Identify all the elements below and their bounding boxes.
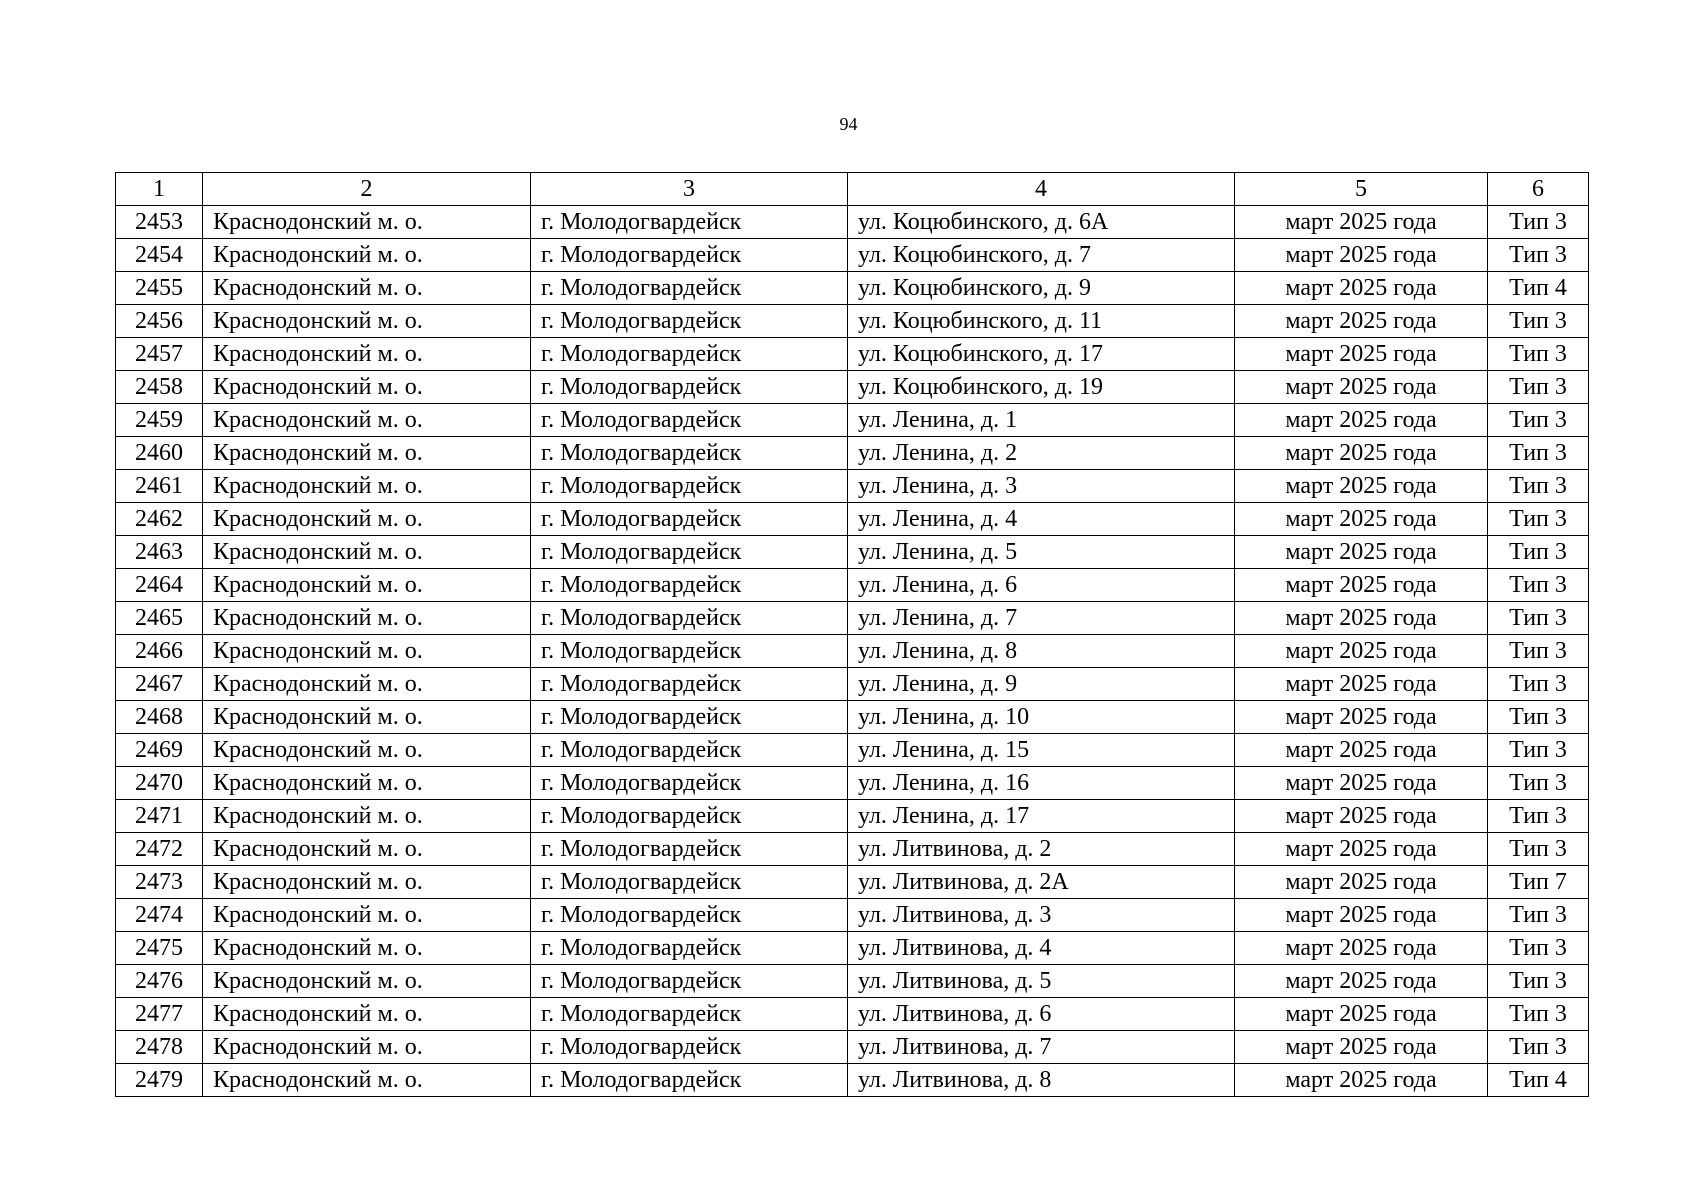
address-cell: ул. Литвинова, д. 6 [848, 998, 1235, 1031]
type-cell: Тип 3 [1488, 998, 1589, 1031]
district-cell: Краснодонский м. о. [203, 437, 531, 470]
row-number-cell: 2454 [116, 239, 203, 272]
district-cell: Краснодонский м. о. [203, 701, 531, 734]
row-number-cell: 2459 [116, 404, 203, 437]
city-cell: г. Молодогвардейск [531, 734, 848, 767]
address-cell: ул. Ленина, д. 3 [848, 470, 1235, 503]
type-cell: Тип 3 [1488, 239, 1589, 272]
date-cell: март 2025 года [1235, 470, 1488, 503]
address-cell: ул. Ленина, д. 7 [848, 602, 1235, 635]
header-col-3: 3 [531, 173, 848, 206]
address-cell: ул. Ленина, д. 6 [848, 569, 1235, 602]
district-cell: Краснодонский м. о. [203, 305, 531, 338]
row-number-cell: 2453 [116, 206, 203, 239]
housing-register-table [115, 172, 1589, 1097]
city-cell: г. Молодогвардейск [531, 701, 848, 734]
row-number-cell: 2460 [116, 437, 203, 470]
table-row [116, 305, 1589, 338]
type-cell: Тип 3 [1488, 701, 1589, 734]
city-cell: г. Молодогвардейск [531, 668, 848, 701]
table-row [116, 899, 1589, 932]
type-cell: Тип 3 [1488, 206, 1589, 239]
table-row [116, 536, 1589, 569]
city-cell: г. Молодогвардейск [531, 305, 848, 338]
type-cell: Тип 3 [1488, 668, 1589, 701]
district-cell: Краснодонский м. о. [203, 866, 531, 899]
table-row [116, 833, 1589, 866]
address-cell: ул. Коцюбинского, д. 19 [848, 371, 1235, 404]
table-row [116, 503, 1589, 536]
district-cell: Краснодонский м. о. [203, 998, 531, 1031]
city-cell: г. Молодогвардейск [531, 899, 848, 932]
row-number-cell: 2455 [116, 272, 203, 305]
date-cell: март 2025 года [1235, 1031, 1488, 1064]
table-row [116, 470, 1589, 503]
district-cell: Краснодонский м. о. [203, 239, 531, 272]
date-cell: март 2025 года [1235, 503, 1488, 536]
district-cell: Краснодонский м. о. [203, 899, 531, 932]
row-number-cell: 2476 [116, 965, 203, 998]
row-number-cell: 2458 [116, 371, 203, 404]
date-cell: март 2025 года [1235, 404, 1488, 437]
address-cell: ул. Литвинова, д. 2А [848, 866, 1235, 899]
city-cell: г. Молодогвардейск [531, 1064, 848, 1097]
city-cell: г. Молодогвардейск [531, 932, 848, 965]
date-cell: март 2025 года [1235, 569, 1488, 602]
row-number-cell: 2464 [116, 569, 203, 602]
table-row [116, 635, 1589, 668]
date-cell: март 2025 года [1235, 536, 1488, 569]
district-cell: Краснодонский м. о. [203, 1064, 531, 1097]
date-cell: март 2025 года [1235, 965, 1488, 998]
district-cell: Краснодонский м. о. [203, 272, 531, 305]
address-cell: ул. Ленина, д. 10 [848, 701, 1235, 734]
table-row [116, 239, 1589, 272]
row-number-cell: 2477 [116, 998, 203, 1031]
type-cell: Тип 3 [1488, 965, 1589, 998]
date-cell: март 2025 года [1235, 866, 1488, 899]
type-cell: Тип 3 [1488, 569, 1589, 602]
address-cell: ул. Литвинова, д. 7 [848, 1031, 1235, 1064]
row-number-cell: 2474 [116, 899, 203, 932]
table-row [116, 932, 1589, 965]
district-cell: Краснодонский м. о. [203, 602, 531, 635]
address-cell: ул. Ленина, д. 5 [848, 536, 1235, 569]
row-number-cell: 2465 [116, 602, 203, 635]
address-cell: ул. Литвинова, д. 3 [848, 899, 1235, 932]
date-cell: март 2025 года [1235, 932, 1488, 965]
table-row [116, 998, 1589, 1031]
row-number-cell: 2457 [116, 338, 203, 371]
table-row [116, 767, 1589, 800]
type-cell: Тип 3 [1488, 932, 1589, 965]
city-cell: г. Молодогвардейск [531, 569, 848, 602]
type-cell: Тип 3 [1488, 734, 1589, 767]
table-row [116, 371, 1589, 404]
table-row [116, 866, 1589, 899]
table-row [116, 272, 1589, 305]
table-row [116, 206, 1589, 239]
table-row [116, 1031, 1589, 1064]
date-cell: март 2025 года [1235, 371, 1488, 404]
type-cell: Тип 3 [1488, 833, 1589, 866]
address-cell: ул. Ленина, д. 2 [848, 437, 1235, 470]
date-cell: март 2025 года [1235, 305, 1488, 338]
city-cell: г. Молодогвардейск [531, 272, 848, 305]
type-cell: Тип 3 [1488, 635, 1589, 668]
district-cell: Краснодонский м. о. [203, 734, 531, 767]
table-row [116, 569, 1589, 602]
date-cell: март 2025 года [1235, 206, 1488, 239]
row-number-cell: 2471 [116, 800, 203, 833]
district-cell: Краснодонский м. о. [203, 503, 531, 536]
city-cell: г. Молодогвардейск [531, 767, 848, 800]
city-cell: г. Молодогвардейск [531, 371, 848, 404]
address-cell: ул. Ленина, д. 1 [848, 404, 1235, 437]
city-cell: г. Молодогвардейск [531, 800, 848, 833]
address-cell: ул. Литвинова, д. 5 [848, 965, 1235, 998]
date-cell: март 2025 года [1235, 899, 1488, 932]
address-cell: ул. Литвинова, д. 4 [848, 932, 1235, 965]
table-row [116, 965, 1589, 998]
date-cell: март 2025 года [1235, 734, 1488, 767]
row-number-cell: 2475 [116, 932, 203, 965]
city-cell: г. Молодогвардейск [531, 470, 848, 503]
date-cell: март 2025 года [1235, 239, 1488, 272]
type-cell: Тип 7 [1488, 866, 1589, 899]
row-number-cell: 2462 [116, 503, 203, 536]
district-cell: Краснодонский м. о. [203, 569, 531, 602]
district-cell: Краснодонский м. о. [203, 932, 531, 965]
address-cell: ул. Ленина, д. 4 [848, 503, 1235, 536]
city-cell: г. Молодогвардейск [531, 437, 848, 470]
type-cell: Тип 3 [1488, 437, 1589, 470]
district-cell: Краснодонский м. о. [203, 371, 531, 404]
row-number-cell: 2478 [116, 1031, 203, 1064]
district-cell: Краснодонский м. о. [203, 404, 531, 437]
date-cell: март 2025 года [1235, 701, 1488, 734]
type-cell: Тип 3 [1488, 536, 1589, 569]
date-cell: март 2025 года [1235, 668, 1488, 701]
header-col-6: 6 [1488, 173, 1589, 206]
address-cell: ул. Литвинова, д. 8 [848, 1064, 1235, 1097]
city-cell: г. Молодогвардейск [531, 602, 848, 635]
type-cell: Тип 3 [1488, 305, 1589, 338]
row-number-cell: 2469 [116, 734, 203, 767]
address-cell: ул. Ленина, д. 9 [848, 668, 1235, 701]
date-cell: март 2025 года [1235, 635, 1488, 668]
address-cell: ул. Коцюбинского, д. 11 [848, 305, 1235, 338]
type-cell: Тип 3 [1488, 899, 1589, 932]
district-cell: Краснодонский м. о. [203, 668, 531, 701]
address-cell: ул. Ленина, д. 16 [848, 767, 1235, 800]
district-cell: Краснодонский м. о. [203, 833, 531, 866]
row-number-cell: 2461 [116, 470, 203, 503]
row-number-cell: 2468 [116, 701, 203, 734]
header-col-1: 1 [116, 173, 203, 206]
city-cell: г. Молодогвардейск [531, 866, 848, 899]
city-cell: г. Молодогвардейск [531, 206, 848, 239]
city-cell: г. Молодогвардейск [531, 536, 848, 569]
city-cell: г. Молодогвардейск [531, 965, 848, 998]
address-cell: ул. Коцюбинского, д. 7 [848, 239, 1235, 272]
address-cell: ул. Коцюбинского, д. 6А [848, 206, 1235, 239]
date-cell: март 2025 года [1235, 767, 1488, 800]
city-cell: г. Молодогвардейск [531, 635, 848, 668]
table-row [116, 734, 1589, 767]
district-cell: Краснодонский м. о. [203, 206, 531, 239]
type-cell: Тип 3 [1488, 602, 1589, 635]
table-row [116, 602, 1589, 635]
row-number-cell: 2463 [116, 536, 203, 569]
type-cell: Тип 3 [1488, 1031, 1589, 1064]
district-cell: Краснодонский м. о. [203, 1031, 531, 1064]
type-cell: Тип 3 [1488, 767, 1589, 800]
table-row [116, 668, 1589, 701]
row-number-cell: 2479 [116, 1064, 203, 1097]
table-row [116, 437, 1589, 470]
city-cell: г. Молодогвардейск [531, 239, 848, 272]
address-cell: ул. Ленина, д. 17 [848, 800, 1235, 833]
city-cell: г. Молодогвардейск [531, 404, 848, 437]
table-row [116, 701, 1589, 734]
row-number-cell: 2473 [116, 866, 203, 899]
table-header [116, 173, 1589, 206]
city-cell: г. Молодогвардейск [531, 1031, 848, 1064]
table-row [116, 338, 1589, 371]
city-cell: г. Молодогвардейск [531, 503, 848, 536]
row-number-cell: 2472 [116, 833, 203, 866]
district-cell: Краснодонский м. о. [203, 338, 531, 371]
address-cell: ул. Литвинова, д. 2 [848, 833, 1235, 866]
type-cell: Тип 3 [1488, 371, 1589, 404]
type-cell: Тип 3 [1488, 404, 1589, 437]
header-col-2: 2 [203, 173, 531, 206]
address-cell: ул. Ленина, д. 15 [848, 734, 1235, 767]
table-row [116, 404, 1589, 437]
row-number-cell: 2470 [116, 767, 203, 800]
city-cell: г. Молодогвардейск [531, 833, 848, 866]
district-cell: Краснодонский м. о. [203, 965, 531, 998]
header-col-4: 4 [848, 173, 1235, 206]
district-cell: Краснодонский м. о. [203, 536, 531, 569]
header-row [116, 173, 1589, 206]
table-body [116, 206, 1589, 1097]
type-cell: Тип 3 [1488, 338, 1589, 371]
row-number-cell: 2466 [116, 635, 203, 668]
type-cell: Тип 4 [1488, 272, 1589, 305]
table-row [116, 1064, 1589, 1097]
page-number: 94 [839, 114, 858, 134]
date-cell: март 2025 года [1235, 437, 1488, 470]
city-cell: г. Молодогвардейск [531, 338, 848, 371]
type-cell: Тип 3 [1488, 503, 1589, 536]
date-cell: март 2025 года [1235, 1064, 1488, 1097]
type-cell: Тип 4 [1488, 1064, 1589, 1097]
table-row [116, 800, 1589, 833]
type-cell: Тип 3 [1488, 800, 1589, 833]
date-cell: март 2025 года [1235, 272, 1488, 305]
date-cell: март 2025 года [1235, 602, 1488, 635]
district-cell: Краснодонский м. о. [203, 635, 531, 668]
date-cell: март 2025 года [1235, 338, 1488, 371]
type-cell: Тип 3 [1488, 470, 1589, 503]
row-number-cell: 2456 [116, 305, 203, 338]
header-col-5: 5 [1235, 173, 1488, 206]
district-cell: Краснодонский м. о. [203, 470, 531, 503]
address-cell: ул. Ленина, д. 8 [848, 635, 1235, 668]
date-cell: март 2025 года [1235, 800, 1488, 833]
district-cell: Краснодонский м. о. [203, 767, 531, 800]
address-cell: ул. Коцюбинского, д. 17 [848, 338, 1235, 371]
district-cell: Краснодонский м. о. [203, 800, 531, 833]
city-cell: г. Молодогвардейск [531, 998, 848, 1031]
row-number-cell: 2467 [116, 668, 203, 701]
address-cell: ул. Коцюбинского, д. 9 [848, 272, 1235, 305]
date-cell: март 2025 года [1235, 998, 1488, 1031]
date-cell: март 2025 года [1235, 833, 1488, 866]
